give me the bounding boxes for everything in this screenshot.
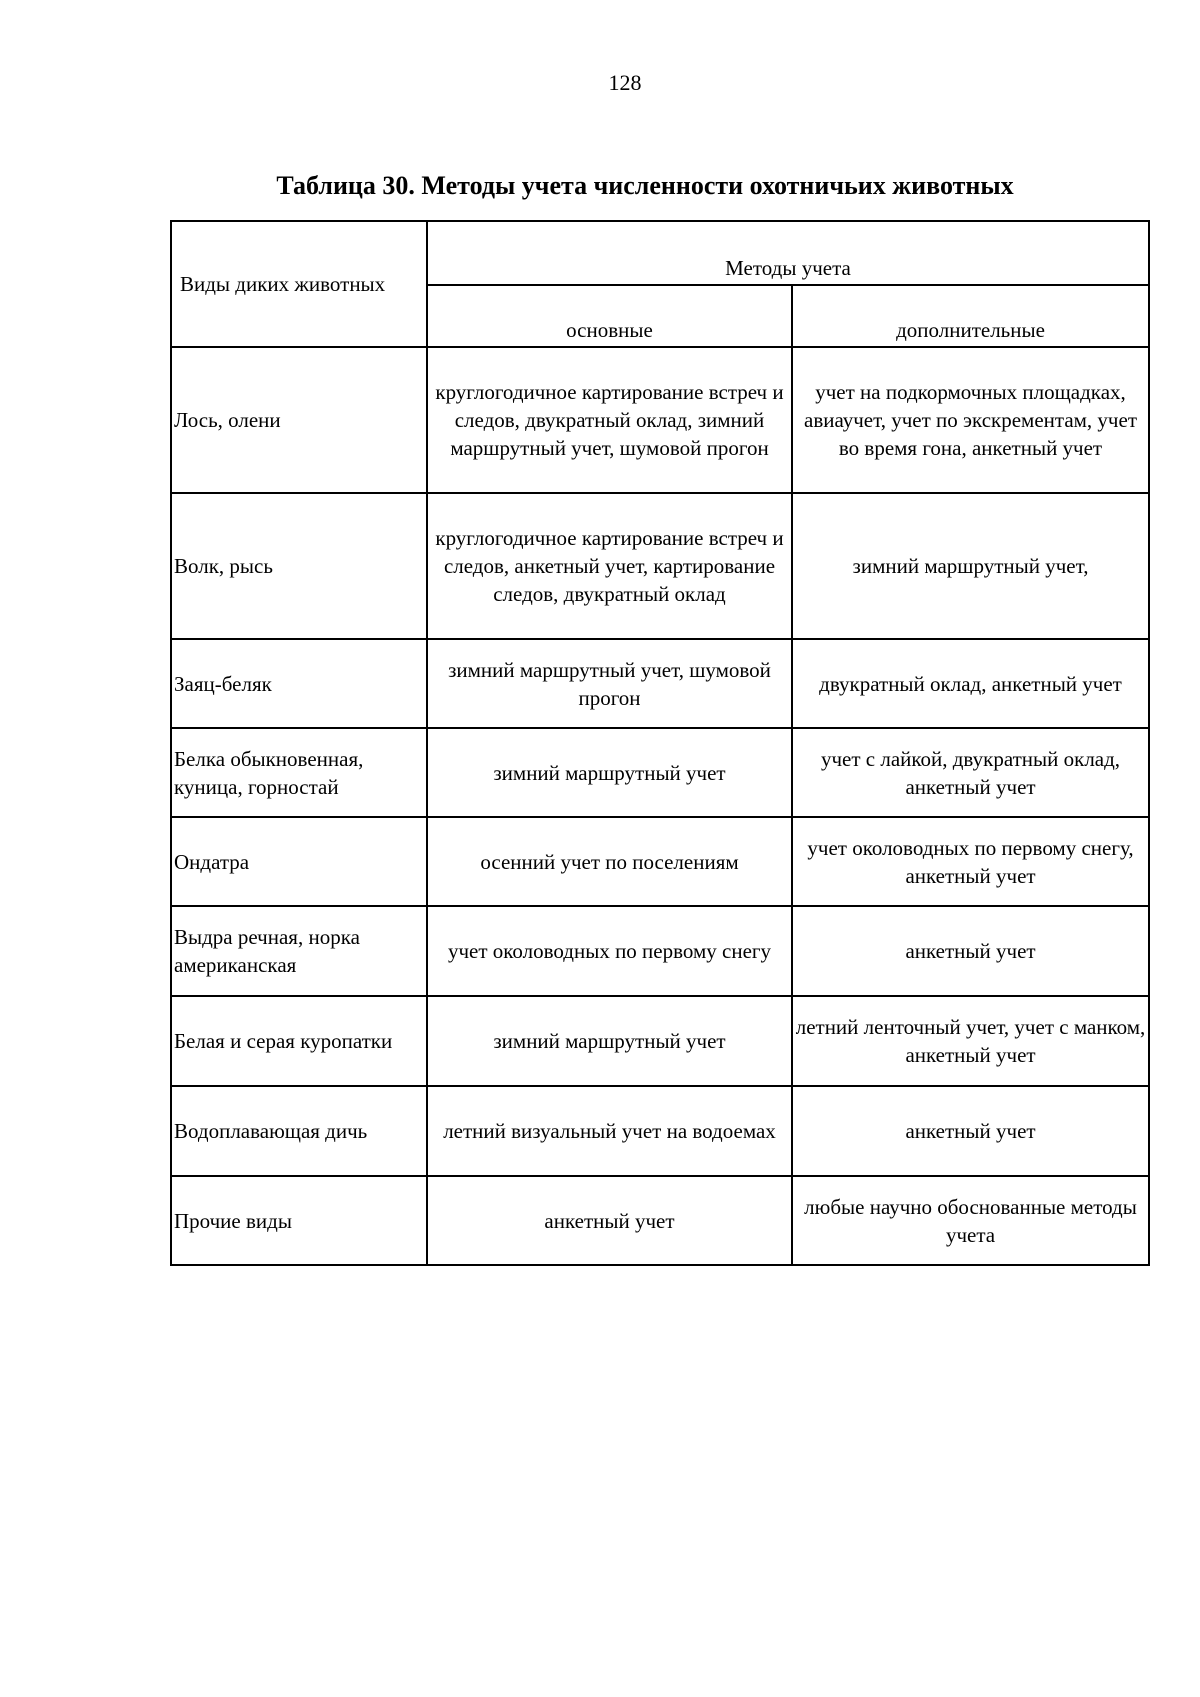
table-row (171, 639, 1149, 728)
additional-method-cell: двукратный оклад, анкетный учет (792, 639, 1149, 728)
additional-method-cell: учет на подкормочных площадках, авиаучет, учет по экскрементам, учет во время гона, анкетный учет (792, 347, 1149, 493)
table-body (171, 221, 1149, 1265)
table-row (171, 996, 1149, 1086)
species-cell: Белая и серая куропатки (171, 996, 427, 1086)
species-cell: Заяц-беляк (171, 639, 427, 728)
main-method-cell: круглогодичное картирование встреч и следов, двукратный оклад, зимний маршрутный учет, шумовой прогон (427, 347, 792, 493)
table-row (171, 1176, 1149, 1265)
main-method-cell: летний визуальный учет на водоемах (427, 1086, 792, 1176)
species-cell: Белка обыкновенная, куница, горностай (171, 728, 427, 817)
additional-method-cell: любые научно обоснованные методы учета (792, 1176, 1149, 1265)
main-method-cell: анкетный учет (427, 1176, 792, 1265)
additional-method-cell: зимний маршрутный учет, (792, 493, 1149, 639)
header-species: Виды диких животных (171, 221, 427, 347)
additional-method-cell: учет с лайкой, двукратный оклад, анкетный учет (792, 728, 1149, 817)
species-cell: Выдра речная, норка американская (171, 906, 427, 996)
species-cell: Водоплавающая дичь (171, 1086, 427, 1176)
header-main: основные (427, 285, 792, 347)
table-row (171, 906, 1149, 996)
methods-table (170, 220, 1150, 1266)
table-row (171, 728, 1149, 817)
main-method-cell: зимний маршрутный учет, шумовой прогон (427, 639, 792, 728)
species-cell: Ондатра (171, 817, 427, 906)
table-row (171, 493, 1149, 639)
header-additional: дополнительные (792, 285, 1149, 347)
table-row (171, 817, 1149, 906)
table-title: Таблица 30. Методы учета численности охотничьих животных (276, 171, 1014, 200)
additional-method-cell: анкетный учет (792, 1086, 1149, 1176)
table-row (171, 1086, 1149, 1176)
main-method-cell: круглогодичное картирование встреч и следов, анкетный учет, картирование следов, двукратный оклад (427, 493, 792, 639)
header-row-top (171, 221, 1149, 285)
additional-method-cell: учет околоводных по первому снегу, анкетный учет (792, 817, 1149, 906)
species-cell: Прочие виды (171, 1176, 427, 1265)
additional-method-cell: летний ленточный учет, учет с манком, анкетный учет (792, 996, 1149, 1086)
page-number: 128 (608, 70, 642, 95)
header-methods: Методы учета (427, 221, 1149, 285)
table-row (171, 347, 1149, 493)
main-method-cell: зимний маршрутный учет (427, 996, 792, 1086)
additional-method-cell: анкетный учет (792, 906, 1149, 996)
main-method-cell: учет околоводных по первому снегу (427, 906, 792, 996)
species-cell: Лось, олени (171, 347, 427, 493)
main-method-cell: зимний маршрутный учет (427, 728, 792, 817)
species-cell: Волк, рысь (171, 493, 427, 639)
main-method-cell: осенний учет по поселениям (427, 817, 792, 906)
